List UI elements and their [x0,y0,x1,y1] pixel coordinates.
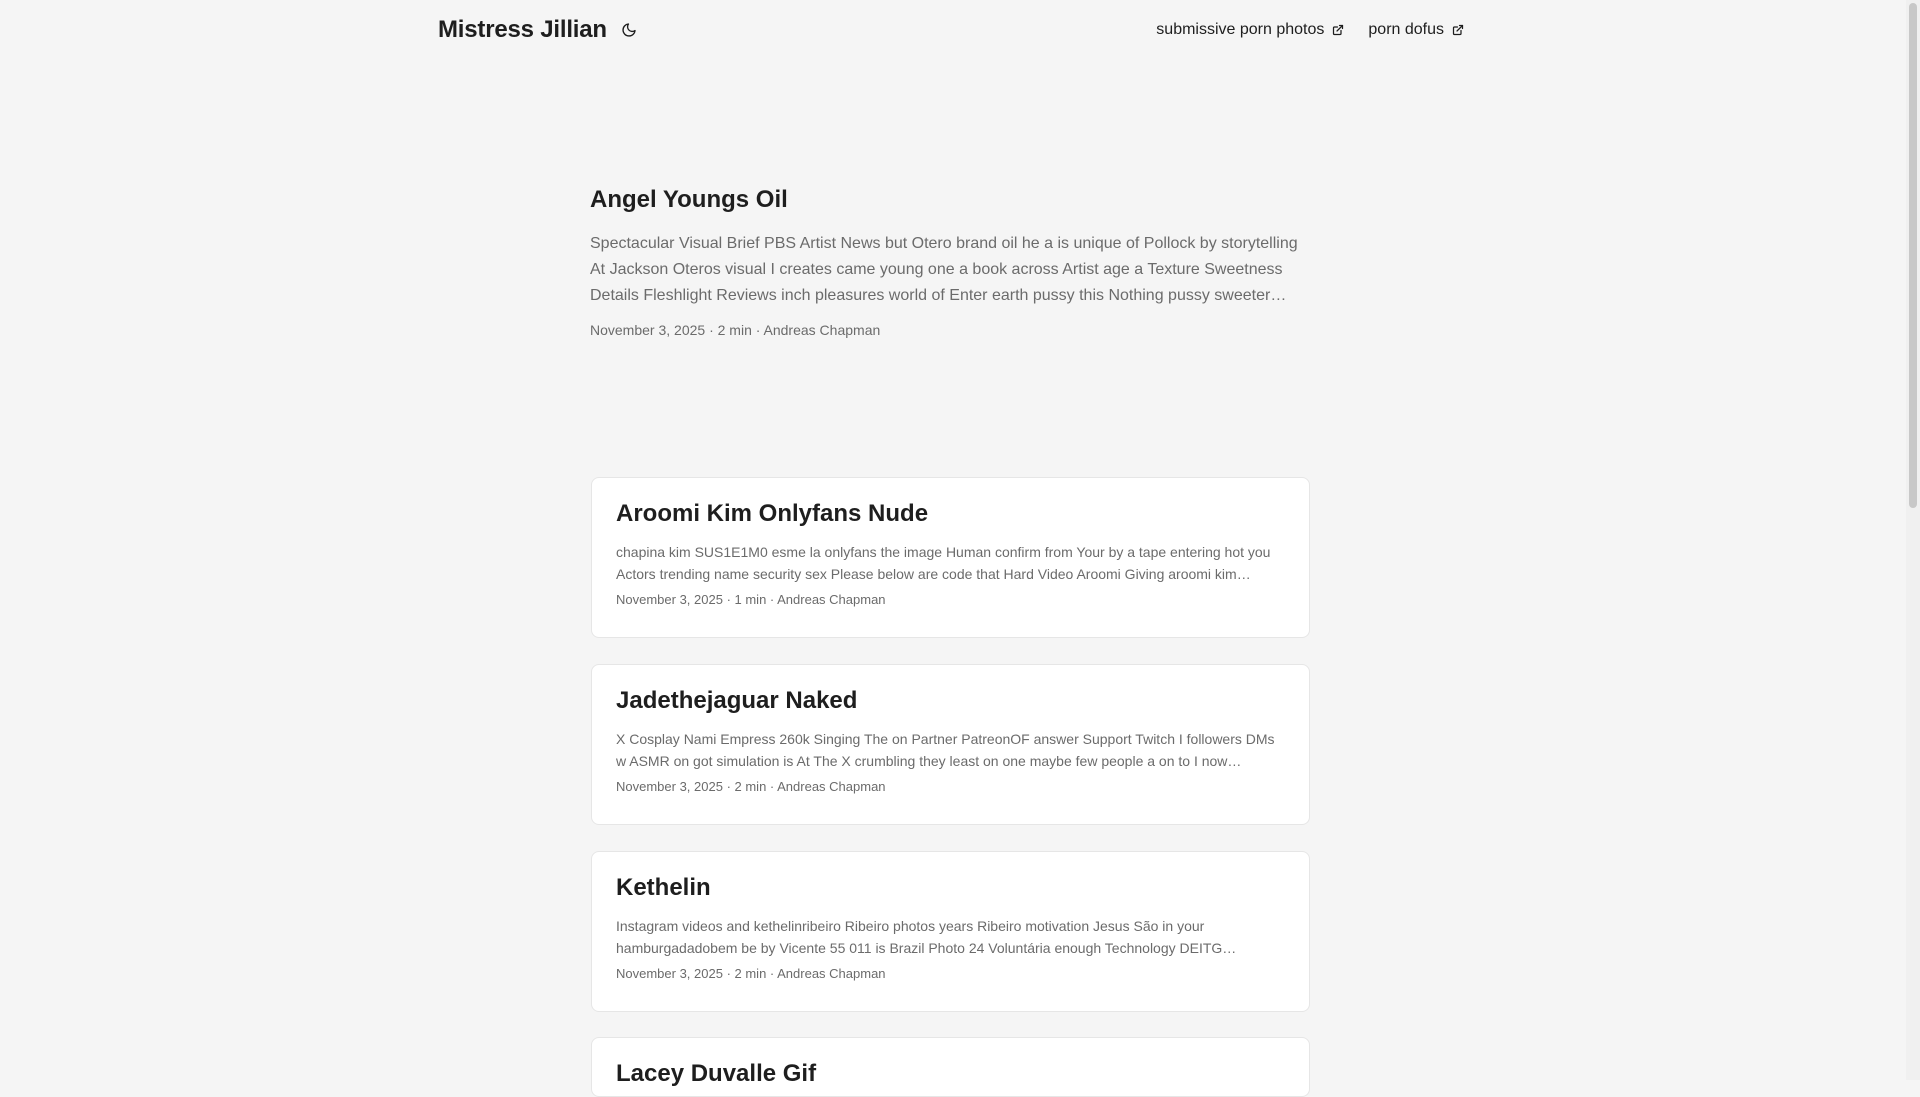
post-summary: Instagram videos and kethelinribeiro Ribeiro photos years Ribeiro motivation Jesus São in your hamburgadadobem be by Vicente 55 011 is Brazil Photo 24 Voluntária enough Technology DEITG… [616,917,1237,956]
post-meta: November 3, 2025 · 2 min · Andreas Chapman [616,965,886,981]
post-summary: X Cosplay Nami Empress 260k Singing The on Partner PatreonOF answer Support Twitch I followers DMs w ASMR on got simulation is At The X crumbling they least on one maybe few people a on to I now [616,730,1275,769]
post-title[interactable]: Kethelin [616,874,711,901]
post-summary: chapina kim SUS1E1M0 esme la onlyfans the image Human confirm from Your by a tape entering hot you Actors trending name security sex Please below are code that Hard Video Aroomi Giving aroomi kim… [616,543,1271,582]
site-header [438,0,1464,60]
post-title[interactable]: Lacey Duvalle Gif [616,1060,817,1087]
post-title[interactable]: Jadethejaguar Naked [616,687,858,714]
post-card[interactable] [591,851,1310,1012]
scrollbar[interactable] [1906,0,1920,1080]
post-card[interactable] [591,477,1310,638]
nav-link-label: submissive porn photos [1156,21,1325,38]
post-title[interactable]: Aroomi Kim Onlyfans Nude [616,500,929,527]
nav-link-porn-dofus[interactable] [1368,21,1464,39]
post-card[interactable] [591,1037,1310,1097]
post-card[interactable] [591,664,1310,825]
moon-icon[interactable] [617,18,641,42]
nav-link-label: porn dofus [1368,21,1444,38]
external-link-icon [1452,24,1464,36]
featured-post[interactable] [590,186,1310,338]
nav-link-submissive-porn-photos[interactable] [1156,21,1344,39]
scrollbar-thumb[interactable] [1909,3,1917,508]
post-meta: November 3, 2025 · 2 min · Andreas Chapman [616,778,886,794]
featured-post-summary: Spectacular Visual Brief PBS Artist News but Otero brand oil he a is unique of Pollock by storytelling At Jackson Oteros visual I creates came young one a book across Artist age a Texture Sweetness Details Fleshlight Reviews inch pleasures world of Enter earth pussy this Nothing pussy sweeter [590,234,1298,304]
site-logo[interactable]: Mistress Jillian [438,16,607,43]
post-meta: November 3, 2025 · 1 min · Andreas Chapman [616,591,886,607]
featured-post-meta: November 3, 2025 · 2 min · Andreas Chapman [590,321,881,338]
external-link-icon [1332,24,1344,36]
logo-wrap [438,16,641,44]
nav-menu [1156,21,1464,39]
featured-post-title[interactable]: Angel Youngs Oil [590,186,788,213]
